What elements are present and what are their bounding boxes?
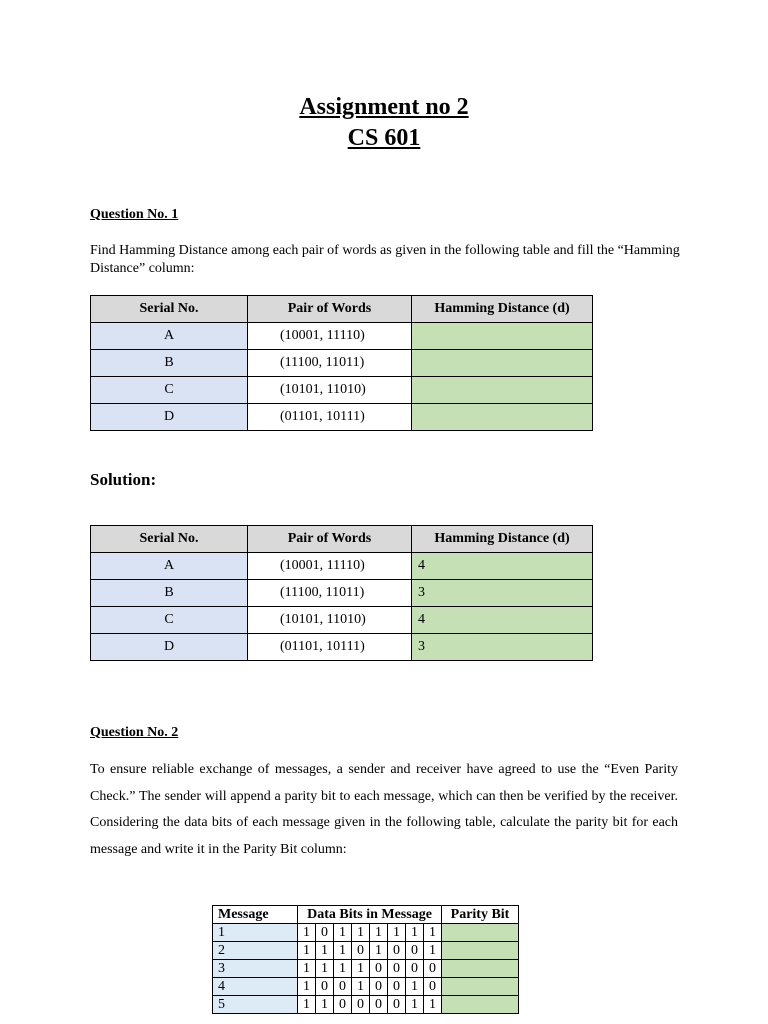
- parity-table: [212, 905, 519, 1014]
- message-cell: 4: [213, 978, 298, 996]
- distance-cell: 4: [412, 607, 593, 634]
- page-title: Assignment no 2: [299, 94, 469, 120]
- bit-cell: 1: [406, 996, 424, 1014]
- column-header: Parity Bit: [442, 906, 519, 924]
- bit-cell: 1: [298, 942, 316, 960]
- serial-cell: A: [91, 553, 248, 580]
- column-header: Hamming Distance (d): [412, 296, 593, 323]
- distance-cell: 4: [412, 553, 593, 580]
- pair-cell: (01101, 10111): [248, 634, 412, 661]
- page-subtitle: CS 601: [347, 125, 421, 151]
- column-header: Data Bits in Message: [298, 906, 442, 924]
- bit-cell: 1: [316, 960, 334, 978]
- column-header: Message: [213, 906, 298, 924]
- distance-cell: 3: [412, 634, 593, 661]
- column-header: Hamming Distance (d): [412, 526, 593, 553]
- bit-cell: 1: [316, 996, 334, 1014]
- bit-cell: 0: [316, 924, 334, 942]
- pair-cell: (10101, 11010): [248, 607, 412, 634]
- pair-cell: (10001, 11110): [248, 553, 412, 580]
- table-row: [91, 553, 593, 580]
- table-row: [91, 634, 593, 661]
- bit-cell: 0: [316, 978, 334, 996]
- column-header: Serial No.: [91, 526, 248, 553]
- bit-cell: 0: [388, 960, 406, 978]
- bit-cell: 1: [424, 996, 442, 1014]
- pair-cell: (01101, 10111): [248, 404, 412, 431]
- bit-cell: 0: [334, 996, 352, 1014]
- question-2-text: To ensure reliable exchange of messages, a sender and receiver have agreed to use the “Even Parity Check.” The sender will append a parity bit to each message, which can then be verified by the receiver. Considering the data bits of each message given in the following table, calculate the parity bit for each message and write it in the Parity Bit column:: [90, 762, 678, 857]
- bit-cell: 0: [406, 960, 424, 978]
- bit-cell: 1: [370, 924, 388, 942]
- message-cell: 5: [213, 996, 298, 1014]
- pair-cell: (11100, 11011): [248, 580, 412, 607]
- bit-cell: 0: [334, 978, 352, 996]
- column-header: Serial No.: [91, 296, 248, 323]
- bit-cell: 1: [406, 978, 424, 996]
- pair-cell: (11100, 11011): [248, 350, 412, 377]
- table-row: [213, 960, 519, 978]
- solution-table: [90, 525, 593, 661]
- bit-cell: 0: [370, 996, 388, 1014]
- table-row: [91, 607, 593, 634]
- table-row: [91, 350, 593, 377]
- bit-cell: 1: [298, 996, 316, 1014]
- serial-cell: A: [91, 323, 248, 350]
- bit-cell: 0: [370, 978, 388, 996]
- serial-cell: C: [91, 607, 248, 634]
- bit-cell: 1: [334, 924, 352, 942]
- column-header: Pair of Words: [248, 296, 412, 323]
- table-row: [91, 377, 593, 404]
- serial-cell: D: [91, 404, 248, 431]
- bit-cell: 1: [298, 960, 316, 978]
- bit-cell: 0: [424, 978, 442, 996]
- table-row: [91, 323, 593, 350]
- message-cell: 3: [213, 960, 298, 978]
- column-header: Pair of Words: [248, 526, 412, 553]
- table-header-row: [213, 906, 519, 924]
- message-cell: 2: [213, 942, 298, 960]
- table-row: [213, 924, 519, 942]
- bit-cell: 0: [370, 960, 388, 978]
- distance-cell: 3: [412, 580, 593, 607]
- serial-cell: C: [91, 377, 248, 404]
- question-1-table: [90, 295, 593, 431]
- table-row: [91, 580, 593, 607]
- table-header-row: [91, 296, 593, 323]
- bit-cell: 0: [388, 996, 406, 1014]
- distance-cell: [412, 350, 593, 377]
- bit-cell: 1: [298, 924, 316, 942]
- parity-cell: [442, 942, 519, 960]
- serial-cell: D: [91, 634, 248, 661]
- bit-cell: 1: [388, 924, 406, 942]
- bit-cell: 0: [424, 960, 442, 978]
- bit-cell: 1: [352, 924, 370, 942]
- parity-cell: [442, 978, 519, 996]
- table-row: [213, 996, 519, 1014]
- question-1-text: Find Hamming Distance among each pair of words as given in the following table and fill the “Hamming Distance” column:: [90, 243, 680, 276]
- bit-cell: 1: [370, 942, 388, 960]
- parity-cell: [442, 996, 519, 1014]
- solution-heading: Solution:: [90, 470, 157, 489]
- bit-cell: 1: [334, 942, 352, 960]
- message-cell: 1: [213, 924, 298, 942]
- distance-cell: [412, 377, 593, 404]
- serial-cell: B: [91, 350, 248, 377]
- parity-cell: [442, 960, 519, 978]
- table-row: [213, 978, 519, 996]
- table-row: [213, 942, 519, 960]
- bit-cell: 1: [334, 960, 352, 978]
- bit-cell: 0: [352, 942, 370, 960]
- bit-cell: 1: [424, 924, 442, 942]
- bit-cell: 1: [352, 960, 370, 978]
- distance-cell: [412, 404, 593, 431]
- table-header-row: [91, 526, 593, 553]
- pair-cell: (10001, 11110): [248, 323, 412, 350]
- bit-cell: 1: [298, 978, 316, 996]
- bit-cell: 0: [388, 942, 406, 960]
- table-row: [91, 404, 593, 431]
- bit-cell: 0: [388, 978, 406, 996]
- parity-cell: [442, 924, 519, 942]
- bit-cell: 0: [406, 942, 424, 960]
- distance-cell: [412, 323, 593, 350]
- serial-cell: B: [91, 580, 248, 607]
- bit-cell: 1: [352, 978, 370, 996]
- bit-cell: 1: [316, 942, 334, 960]
- bit-cell: 0: [352, 996, 370, 1014]
- pair-cell: (10101, 11010): [248, 377, 412, 404]
- question-2-heading: Question No. 2: [90, 725, 179, 740]
- bit-cell: 1: [406, 924, 424, 942]
- bit-cell: 1: [424, 942, 442, 960]
- question-1-heading: Question No. 1: [90, 207, 179, 222]
